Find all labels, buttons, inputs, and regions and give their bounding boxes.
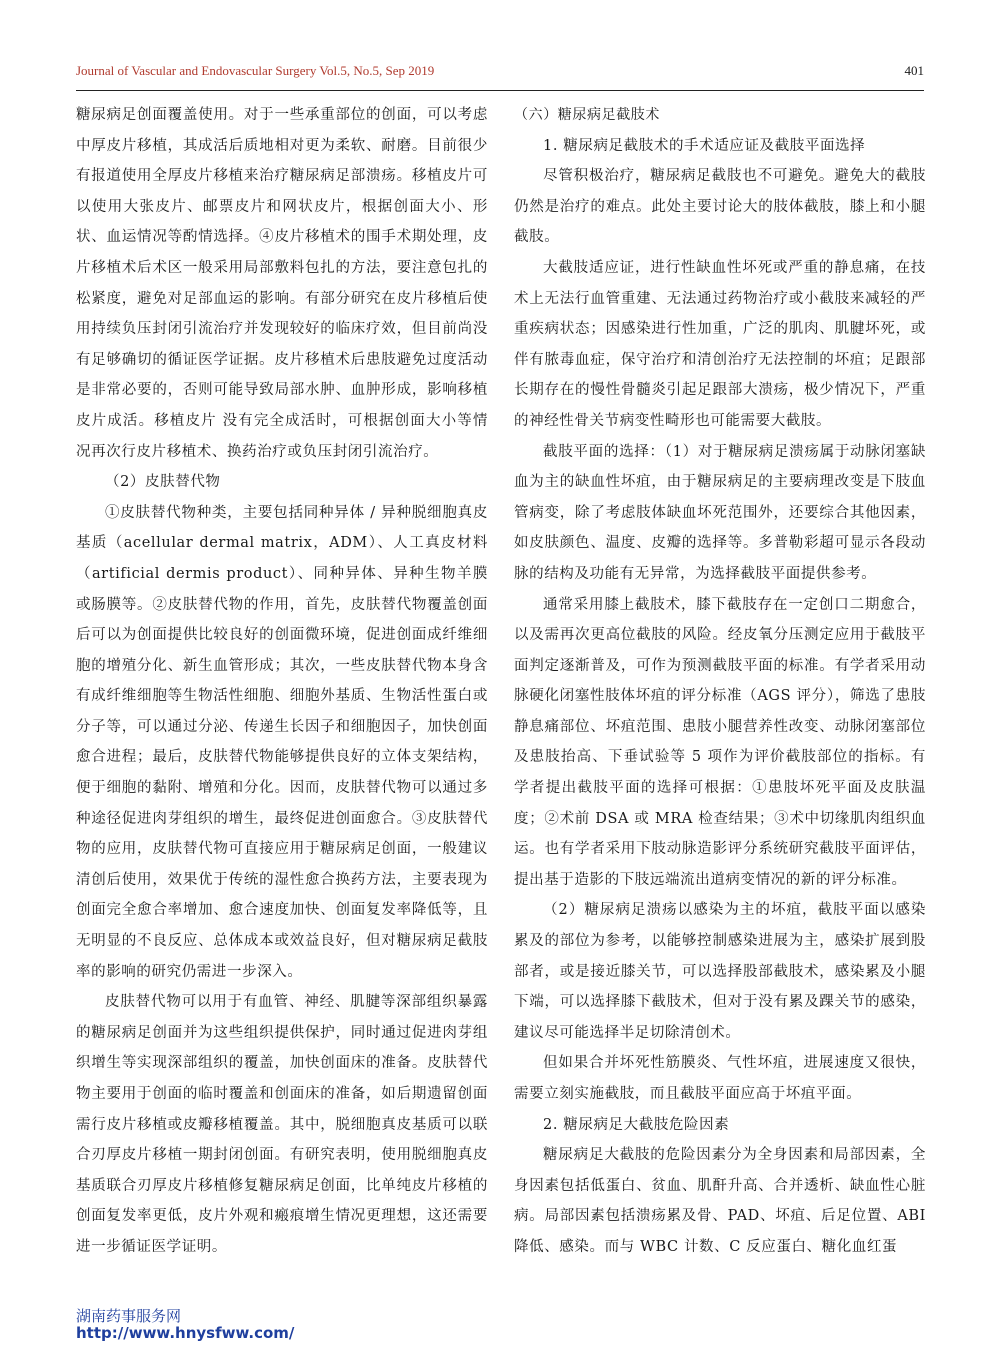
paragraph: 糖尿病足创面覆盖使用。对于一些承重部位的创面，可以考虑中厚皮片移植，其成活后质地相对更为柔软、耐磨。目前很少有报道使用全厚皮片移植来治疗糖尿病足部溃疡。移植皮片可以使用大张皮片、邮票皮片和网状皮片，根据创面大小、形状、血运情况等酌情选择。④皮片移植术的围手术期处理，皮片移植术后术区一般采用局部敷料包扎的方法，要注意包扎的松紧度，避免对足部血运的影响。有部分研究在皮片移植后使用持续负压封闭引流治疗并发现较好的临床疗效，但目前尚没有足够确切的循证医学证据。皮片移植术后患肢避免过度活动是非常必要的，否则可能导致局部水肿、血肿形成，影响移植皮片成活。移植皮片 没有完全成活时，可根据创面大小等情况再次行皮片移植术、换药治疗或负压封闭引流治疗。 xyxy=(76,107,488,460)
paragraph: 糖尿病足大截肢的危险因素分为全身因素和局部因素，全身因素包括低蛋白、贫血、肌酐升高、合并透析、缺血性心脏病。局部因素包括溃疡累及骨、PAD、坏疽、后足位置、ABI 降低、感染。而与 WBC 计数、C 反应蛋白、糖化血红蛋 xyxy=(514,1147,926,1255)
paragraph: ①皮肤替代物种类，主要包括同种异体 / 异种脱细胞真皮基质（acellular dermal matrix，ADM）、人工真皮材料（artificial dermis product）、同种异体、异种生物羊膜或肠膜等。②皮肤替代物的作用，首先，皮肤替代物覆盖创面后可以为创面提供比较良好的创面微环境，促进创面成纤维细胞的增殖分化、新生血管形成；其次，一些皮肤替代物本身含有成纤维细胞等生物活性细胞、细胞外基质、生物活性蛋白或分子等，可以通过分泌、传递生长因子和细胞因子，加快创面愈合进程；最后，皮肤替代物能够提供良好的立体支架结构，便于细胞的黏附、增殖和分化。因而，皮肤替代物可以通过多种途径促进肉芽组织的增生，最终促进创面愈合。③皮肤替代物的应用，皮肤替代物可直接应用于糖尿病足创面，一般建议清创后使用，效果优于传统的湿性愈合换药方法，主要表现为创面完全愈合率增加、愈合速度加快、创面复发率降低等，且无明显的不良反应、总体成本或效益良好，但对糖尿病足截肢率的影响的研究仍需进一步深入。 xyxy=(76,504,488,980)
section-heading: （六）糖尿病足截肢术 xyxy=(514,107,660,123)
paragraph: 截肢平面的选择：（1）对于糖尿病足溃疡属于动脉闭塞缺血为主的缺血性坏疽，由于糖尿病足的主要病理改变是下肢血管病变，除了考虑肢体缺血坏死范围外，还要综合其他因素，如皮肤颜色、温度、皮瓣的选择等。多普勒彩超可显示各段动脉的结构及功能有无异常，为选择截肢平面提供参考。 xyxy=(514,443,926,582)
paragraph: 皮肤替代物可以用于有血管、神经、肌腱等深部组织暴露的糖尿病足创面并为这些组织提供保护，同时通过促进肉芽组织增生等实现深部组织的覆盖，加快创面床的准备。皮肤替代物主要用于创面的临时覆盖和创面床的准备，如后期遗留创面需行皮片移植或皮瓣移植覆盖。其中，脱细胞真皮基质可以联合刃厚皮片移植一期封闭创面。有研究表明，使用脱细胞真皮基质联合刃厚皮片移植修复糖尿病足创面，比单纯皮片移植的创面复发率更低，皮片外观和瘢痕增生情况更理想，这还需要进一步循证医学证明。 xyxy=(76,994,488,1255)
footer-url-link[interactable]: http://www.hnysfww.com/ xyxy=(76,1324,295,1342)
journal-header: Journal of Vascular and Endovascular Surgery Vol.5, No.5, Sep 2019 xyxy=(76,63,435,78)
paragraph: 大截肢适应证，进行性缺血性坏死或严重的静息痛，在技术上无法行血管重建、无法通过药物治疗或小截肢来减轻的严重疾病状态；因感染进行性加重，广泛的肌肉、肌腱坏死，或伴有脓毒血症，保守治疗和清创治疗无法控制的坏疽；足跟部长期存在的慢性骨髓炎引起足跟部大溃疡，极少情况下，严重的神经性骨关节病变性畸形也可能需要大截肢。 xyxy=(514,259,926,429)
header-rule xyxy=(76,90,924,91)
subheading: （2）皮肤替代物 xyxy=(105,474,221,491)
paragraph: 尽管积极治疗，糖尿病足截肢也不可避免。避免大的截肢仍然是治疗的难点。此处主要讨论大的肢体截肢，膝上和小腿截肢。 xyxy=(514,168,926,246)
subheading: 1. 糖尿病足截肢术的手术适应证及截肢平面选择 xyxy=(543,137,866,154)
left-column xyxy=(76,100,488,1263)
subheading: 2. 糖尿病足大截肢危险因素 xyxy=(543,1116,730,1133)
paragraph: （2）糖尿病足溃疡以感染为主的坏疽，截肢平面以感染累及的部位为参考，以能够控制感染进展为主，感染扩展到股部者，或是接近膝关节，可以选择股部截肢术，感染累及小腿下端，可以选择膝下截肢术，但对于没有累及踝关节的感染，建议尽可能选择半足切除清创术。 xyxy=(514,902,926,1041)
page-number: 401 xyxy=(904,63,924,78)
right-column xyxy=(514,100,926,1263)
footer-site-name: 湖南药事服务网 xyxy=(76,1307,182,1325)
paragraph: 但如果合并坏死性筋膜炎、气性坏疽，进展速度又很快，需要立刻实施截肢，而且截肢平面应高于坏疽平面。 xyxy=(514,1055,926,1102)
paragraph: 通常采用膝上截肢术，膝下截肢存在一定创口二期愈合，以及需再次更高位截肢的风险。经皮氧分压测定应用于截肢平面判定逐渐普及，可作为预测截肢平面的标准。有学者采用动脉硬化闭塞性肢体坏疽的评分标准（AGS 评分），筛选了患肢静息痛部位、坏疽范围、患肢小腿营养性改变、动脉闭塞部位及患肢抬高、下垂试验等 5 项作为评价截肢部位的指标。有学者提出截肢平面的选择可根据：①患肢坏死平面及皮肤温度；②术前 DSA 或 MRA 检查结果；③术中切缘肌肉组织血运。也有学者采用下肢动脉造影评分系统研究截肢平面评估，提出基于造影的下肢远端流出道病变情况的新的评分标准。 xyxy=(514,596,926,888)
